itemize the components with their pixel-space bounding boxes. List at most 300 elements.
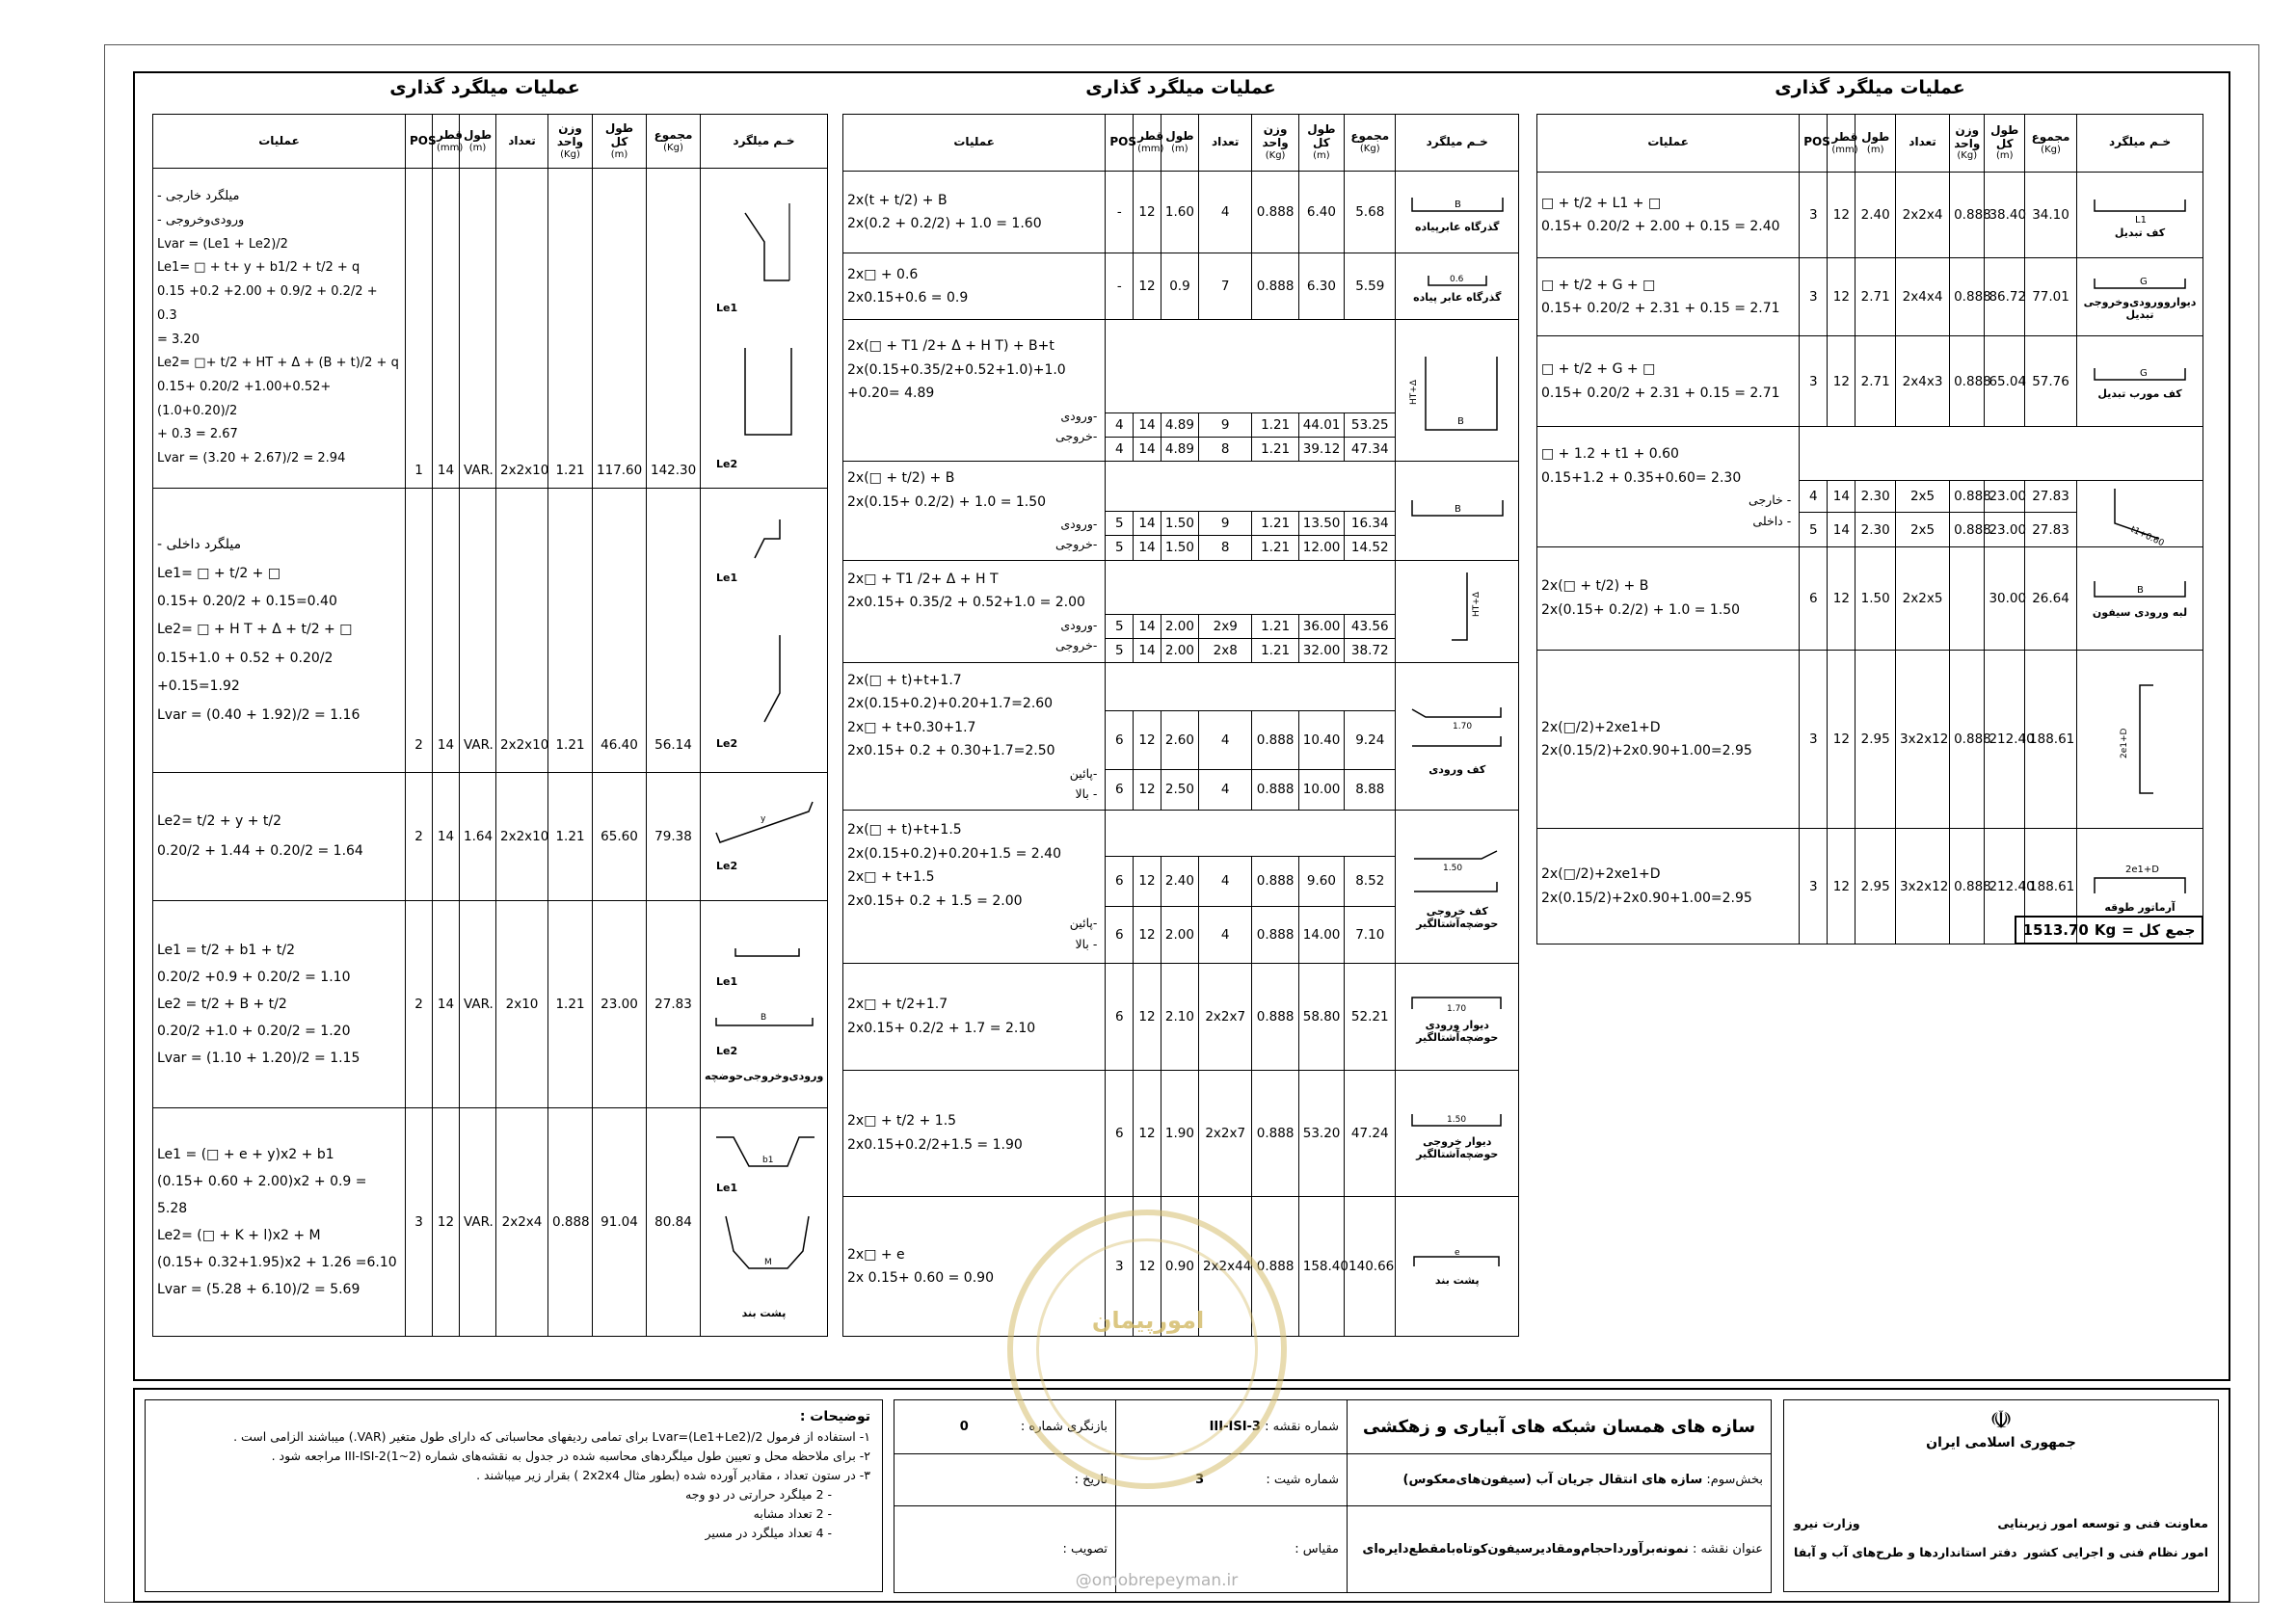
len-cell: 4.89	[1161, 437, 1198, 461]
organization-box	[1783, 1399, 2219, 1592]
table-row	[843, 461, 1519, 511]
rebar-shape-icon	[707, 788, 822, 885]
count-cell: 4	[1198, 711, 1252, 770]
rebar-shape-icon	[1404, 843, 1510, 905]
table-row	[843, 253, 1519, 320]
bend-shape	[2077, 480, 2203, 549]
note-line: - 2 تعداد مشابه	[753, 1506, 832, 1522]
total-cell: 8.88	[1345, 770, 1396, 810]
unit-weight-cell: 0.888	[1252, 171, 1298, 253]
sub-row-label: -پائین	[1069, 765, 1098, 781]
count-cell: 2x2x4	[1895, 172, 1949, 258]
svg-text:Le1: Le1	[715, 975, 737, 989]
rebar-shape-icon	[2087, 273, 2193, 296]
count-cell: 2x8	[1198, 639, 1252, 663]
rebar-shape-icon	[1404, 496, 1510, 525]
total-cell: 27.83	[2025, 480, 2077, 512]
total-cell: 27.83	[2025, 512, 2077, 546]
sub-row-label: - داخلی	[1752, 513, 1792, 528]
pos-cell: 6	[1106, 770, 1134, 810]
dia-cell: 14	[1134, 615, 1161, 639]
unit-weight-cell: 0.888	[1950, 829, 1985, 945]
count-cell: 9	[1198, 512, 1252, 536]
sheet-number-cell: شماره شیت : 3	[1116, 1454, 1348, 1506]
svg-text:G: G	[2140, 368, 2148, 380]
notes-heading: توضیحات :	[799, 1409, 870, 1424]
rebar-shape-icon	[1404, 337, 1510, 443]
note-line: ۲- برای ملاحظه محل و تعیین طول میلگردهای محاسبه شده در جدول به نقشه‌های شماره (III-ISI-2(1~2 مراجعه شود .	[271, 1449, 870, 1464]
bend-shape: b1 Le1 M پشت بند	[701, 1107, 828, 1336]
table-row	[153, 773, 828, 901]
total-cell: 53.25	[1345, 412, 1396, 437]
count-cell: 7	[1198, 253, 1252, 320]
total-cell: 27.83	[647, 900, 701, 1107]
unit-weight-cell: 1.21	[1252, 437, 1298, 461]
len-cell: 2.00	[1161, 906, 1198, 963]
total-cell: 56.14	[647, 488, 701, 772]
pos-cell: 3	[406, 1107, 433, 1336]
unit-weight-cell: 0.888	[1252, 906, 1298, 963]
total-cell: 38.72	[1345, 639, 1396, 663]
total-cell: 16.34	[1345, 512, 1396, 536]
unit-weight-cell: 0.888	[1950, 258, 1985, 336]
total-cell: 77.01	[2025, 258, 2077, 336]
ops-cell: Le1 = t/2 + b1 + t/2 0.20/2 +0.9 + 0.20/2 = 1.10 Le2 = t/2 + B + t/2 0.20/2 +1.0 + 0.20/2 = 1.20 Lvar = (1.10 + 1.20)/2 = 1.15	[153, 900, 406, 1107]
svg-text:M: M	[763, 1258, 772, 1268]
unit-weight-cell: 1.21	[1252, 639, 1298, 663]
ops-cell: 2x□ + t/2 + 1.5 2x0.15+0.2/2+1.5 = 1.90	[843, 1070, 1106, 1197]
office-name-2: دفتر استانداردها و طرح‌های آب و آبفا	[1794, 1545, 2017, 1559]
watermark-stamp-icon	[1007, 1210, 1287, 1489]
total-len-cell: 212.40	[1985, 829, 2025, 945]
len-cell: 2.30	[1855, 480, 1896, 512]
total-cell: 47.34	[1345, 437, 1396, 461]
header-total-len: طول کل (m)	[1298, 115, 1344, 172]
bend-shape	[701, 488, 828, 772]
header-bend: خـم میلگرد	[1396, 115, 1519, 172]
total-len-cell: 6.30	[1298, 253, 1344, 320]
ops-cell: 2x(□ + t)+t+1.7 2x(0.15+0.2)+0.20+1.7=2.60 2x□ + t+0.30+1.7 2x0.15+ 0.2 + 0.30+1.7=2.50 -پائین - بالا	[843, 663, 1106, 810]
ops-cell: - میلگرد خارجی - ورودی‌وخروجی Lvar = (Le1 + Le2)/2 Le1= □ + t+ y + b1/2 + t/2 + q 0.15 +0.2 +2.00 + 0.9/2 + 0.2/2 + 0.3 = 3.20 Le2= □+ t/2 + HT + Δ + (B + t)/2 + q 0.15+ 0.20/2 +1.00+0.52+(1.0+0.20)/2 + 0.3 = 2.67 Lvar = (3.20 + 2.67)/2 = 2.94	[153, 169, 406, 489]
ops-cell: 2x(□ + t/2) + B 2x(0.15+ 0.2/2) + 1.0 = 1.50 -ورودی -خروجی	[843, 461, 1106, 560]
dia-cell: 12	[1828, 336, 1855, 427]
ops-cell: 2x(□/2)+2xe1+D 2x(0.15/2)+2x0.90+1.00=2.95	[1537, 829, 1800, 945]
svg-text:Le1: Le1	[715, 301, 737, 314]
svg-text:1.50: 1.50	[1442, 863, 1462, 873]
table-row	[843, 963, 1519, 1070]
table-row	[1537, 547, 2203, 651]
ops-cell: Le2= t/2 + y + t/2 0.20/2 + 1.44 + 0.20/2 = 1.64	[153, 773, 406, 901]
unit-weight-cell: 1.21	[548, 773, 593, 901]
section-cell: بخش‌سوم: سازه های انتقال جریان آب (سیفون‌های‌معکوس)	[1348, 1454, 1772, 1506]
count-cell: 2x2x10	[496, 773, 548, 901]
svg-text:y: y	[760, 814, 765, 825]
svg-text:1.70: 1.70	[1452, 722, 1472, 732]
total-len-cell: 12.00	[1298, 536, 1344, 560]
dia-cell: 12	[1828, 172, 1855, 258]
svg-text:L1: L1	[2135, 214, 2147, 226]
len-cell: 1.50	[1855, 547, 1896, 651]
total-len-cell: 36.00	[1298, 615, 1344, 639]
table-row	[1537, 650, 2203, 829]
bend-shape: 0.6 گذرگاه عابر پیاده	[1396, 253, 1519, 320]
svg-text:t1+0.60: t1+0.60	[2128, 524, 2166, 549]
table-row	[843, 171, 1519, 253]
rebar-shape-icon	[2087, 859, 2193, 901]
svg-text:e: e	[1454, 1247, 1460, 1258]
unit-weight-cell: 0.888	[1950, 512, 1985, 546]
grand-total-unit: Kg	[2094, 921, 2117, 939]
dia-cell: 14	[433, 488, 460, 772]
unit-weight-cell: 0.888	[1950, 172, 1985, 258]
pos-cell: 2	[406, 773, 433, 901]
unit-weight-cell: 1.21	[548, 169, 593, 489]
header-bend: خـم میلگرد	[701, 115, 828, 169]
total-len-cell: 212.40	[1985, 650, 2025, 829]
count-cell: 3x2x12	[1895, 650, 1949, 829]
dia-cell: 14	[433, 169, 460, 489]
svg-text:Le2: Le2	[715, 1045, 737, 1058]
header-len: طول (m)	[460, 115, 496, 169]
approval-cell: تصویب :	[894, 1506, 1116, 1593]
table-row	[843, 663, 1519, 711]
section-name: سازه های انتقال جریان آب (سیفون‌های‌معکوس)	[1402, 1473, 1703, 1487]
revision-cell: بازنگری شماره : 0	[894, 1400, 1116, 1454]
count-cell: 2x2x7	[1198, 963, 1252, 1070]
dia-cell: 12	[1828, 829, 1855, 945]
svg-text:1.50: 1.50	[1446, 1114, 1466, 1125]
header-pos: POS	[1800, 115, 1828, 173]
revision-number: 0	[959, 1420, 969, 1434]
len-cell: 1.60	[1161, 171, 1198, 253]
header-pos: POS	[1106, 115, 1134, 172]
pos-cell: 2	[406, 900, 433, 1107]
count-cell: 2x2x10	[496, 488, 548, 772]
bend-shape	[1396, 461, 1519, 560]
len-cell: 2.71	[1855, 258, 1896, 336]
dia-cell: 14	[1134, 536, 1161, 560]
sub-row-label: -پائین	[1069, 916, 1098, 931]
total-cell: 188.61	[2025, 829, 2077, 945]
unit-weight-cell: 0.888	[548, 1107, 593, 1336]
grand-total-value: 1513.70	[2022, 921, 2089, 939]
total-len-cell: 23.00	[1985, 480, 2025, 512]
sub-row-label: -ورودی	[1060, 617, 1098, 632]
rebar-shape-icon	[2087, 362, 2193, 387]
header-len: طول (m)	[1161, 115, 1198, 172]
total-len-cell: 91.04	[593, 1107, 647, 1336]
len-cell: 2.30	[1855, 512, 1896, 546]
len-cell: 1.90	[1161, 1070, 1198, 1197]
total-len-cell: 9.60	[1298, 856, 1344, 906]
sub-row-label: -خروجی	[1055, 637, 1098, 652]
dia-cell: 12	[1134, 963, 1161, 1070]
pos-cell: 3	[1106, 1197, 1134, 1337]
header-total-len: طول کل (m)	[1985, 115, 2025, 173]
total-cell: 142.30	[647, 169, 701, 489]
total-len-cell: 23.00	[593, 900, 647, 1107]
pos-cell: 6	[1106, 711, 1134, 770]
bend-shape: G دیواروورودی‌وخروجی تبدیل	[2077, 258, 2203, 336]
header-count: تعداد	[1198, 115, 1252, 172]
dia-cell: 12	[1828, 650, 1855, 829]
project-title: سازه های همسان شبکه های آبیاری و زهکشی	[1348, 1400, 1772, 1454]
table-row	[153, 488, 828, 772]
total-len-cell: 65.60	[593, 773, 647, 901]
rebar-shape-icon	[2087, 577, 2193, 606]
total-cell: 26.64	[2025, 547, 2077, 651]
svg-text:2e1+D: 2e1+D	[2120, 728, 2130, 759]
rebar-shape-icon	[707, 500, 822, 760]
header-unit-weight: وزن واحد (Kg)	[1950, 115, 1985, 173]
ops-cell: 2x□ + 0.6 2x0.15+0.6 = 0.9	[843, 253, 1106, 320]
notes-box	[145, 1399, 883, 1592]
section-title-middle: عملیات میلگرد گذاری	[1085, 77, 1276, 98]
bend-shape: L1 کف تبدیل	[2077, 172, 2203, 258]
rebar-shape-icon	[2087, 192, 2193, 226]
pos-cell: 6	[1800, 547, 1828, 651]
dia-cell: 14	[1828, 480, 1855, 512]
svg-text:G: G	[2140, 277, 2148, 288]
note-line: - 4 تعداد میلگرد در مسیر	[705, 1526, 832, 1541]
pos-cell: 3	[1800, 650, 1828, 829]
dia-cell: 12	[1828, 258, 1855, 336]
table-row	[1537, 427, 2203, 480]
ops-cell: - میلگرد داخلی Le1= □ + t/2 + □ 0.15+ 0.20/2 + 0.15=0.40 Le2= □ + H T + Δ + t/2 + □ 0.15+1.0 + 0.52 + 0.20/2 +0.15=1.92 Lvar = (0.40 + 1.92)/2 = 1.16	[153, 488, 406, 772]
unit-weight-cell: 0.888	[1950, 650, 1985, 829]
drawing-number-cell: شماره نقشه : III-ISI-3	[1116, 1400, 1348, 1454]
rebar-table-middle	[842, 114, 1519, 1337]
total-len-cell: 10.40	[1298, 711, 1344, 770]
count-cell: 4	[1198, 856, 1252, 906]
unit-weight-cell: 0.888	[1252, 253, 1298, 320]
watermark-text: @omobrepeyman.ir	[1075, 1571, 1239, 1590]
unit-weight-cell: 1.21	[1252, 412, 1298, 437]
country-name: جمهوری اسلامی ایران	[1926, 1435, 2076, 1450]
bend-shape: 1.50 دیوار خروجی حوضچه‌آشتالگیر	[1396, 1070, 1519, 1197]
sub-row-label: - خارجی	[1749, 492, 1792, 508]
header-ops: عملیات	[1537, 115, 1800, 173]
dia-cell: 12	[1134, 171, 1161, 253]
dia-cell: 12	[1134, 906, 1161, 963]
bend-shape: 1.70 دیوار ورودی حوضچه‌آشتالگیر	[1396, 963, 1519, 1070]
scale-cell: مقیاس :	[1116, 1506, 1348, 1593]
svg-text:B: B	[1454, 199, 1461, 210]
total-len-cell: 65.04	[1985, 336, 2025, 427]
header-dia: قطر (mm)	[1134, 115, 1161, 172]
office-name-1: امور نظام فنی و اجرایی کشور	[2024, 1545, 2208, 1559]
unit-weight-cell: 0.888	[1252, 770, 1298, 810]
dia-cell: 12	[1134, 856, 1161, 906]
unit-weight-cell: 0.888	[1252, 856, 1298, 906]
svg-text:0.6: 0.6	[1449, 274, 1464, 284]
dia-cell: 14	[1828, 512, 1855, 546]
pos-cell: -	[1106, 253, 1134, 320]
len-cell: 0.90	[1161, 1197, 1198, 1337]
unit-weight-cell: 0.888	[1252, 1197, 1298, 1337]
total-cell: 9.24	[1345, 711, 1396, 770]
len-cell: 2.95	[1855, 829, 1896, 945]
total-cell: 80.84	[647, 1107, 701, 1336]
total-len-cell: 10.00	[1298, 770, 1344, 810]
pos-cell: 6	[1106, 1070, 1134, 1197]
unit-weight-cell: 0.888	[1950, 480, 1985, 512]
count-cell: 4	[1198, 770, 1252, 810]
ops-cell: □ + t/2 + G + □ 0.15+ 0.20/2 + 2.31 + 0.15 = 2.71	[1537, 336, 1800, 427]
dia-cell: 12	[433, 1107, 460, 1336]
total-cell: 57.76	[2025, 336, 2077, 427]
rebar-shape-icon	[1404, 192, 1510, 221]
table-row	[153, 900, 828, 1107]
count-cell: 2x2x4	[496, 1107, 548, 1336]
emblem-icon: ☫	[1989, 1406, 2013, 1435]
section-title-left: عملیات میلگرد گذاری	[389, 77, 580, 98]
ops-cell: 2x(□/2)+2xe1+D 2x(0.15/2)+2x0.90+1.00=2.95	[1537, 650, 1800, 829]
total-len-cell: 23.00	[1985, 512, 2025, 546]
rebar-shape-icon	[1404, 1247, 1510, 1274]
ops-cell: □ + 1.2 + t1 + 0.60 0.15+1.2 + 0.35+0.60= 2.30 - خارجی - داخلی	[1537, 427, 1800, 547]
unit-weight-cell: 1.21	[1252, 512, 1298, 536]
len-cell: 2.00	[1161, 639, 1198, 663]
date-cell: تاریخ :	[894, 1454, 1116, 1506]
rebar-shape-icon	[1404, 696, 1510, 763]
dia-cell: 12	[1134, 253, 1161, 320]
header-dia: قطر (mm)	[1828, 115, 1855, 173]
dia-cell: 14	[1134, 512, 1161, 536]
sub-row-label: - بالا	[1075, 936, 1098, 951]
note-line: - 2 میلگرد حرارتی در دو وجه	[685, 1487, 832, 1503]
dia-cell: 12	[1828, 547, 1855, 651]
bend-shape: 1.50 کف خروجی حوضچه‌آشتالگیر	[1396, 810, 1519, 963]
header-ops: عملیات	[843, 115, 1106, 172]
note-line: ۳- در ستون تعداد ، مقادیر آورده شده (بطور مثال 2x2x4 ) بقرار زیر میباشند .	[476, 1468, 870, 1483]
len-cell: 2.60	[1161, 711, 1198, 770]
dia-cell: 12	[1134, 770, 1161, 810]
rebar-shape-icon	[707, 1124, 822, 1307]
sub-row-label: -ورودی	[1060, 517, 1098, 531]
table-row	[843, 320, 1519, 412]
drawing-number: III-ISI-3	[1209, 1420, 1261, 1434]
table-row	[1537, 172, 2203, 258]
header-unit-weight: وزن واحد (Kg)	[548, 115, 593, 169]
pos-cell: 6	[1106, 906, 1134, 963]
ops-cell: 2x□ + t/2+1.7 2x0.15+ 0.2/2 + 1.7 = 2.10	[843, 963, 1106, 1070]
pos-cell: -	[1106, 171, 1134, 253]
rebar-shape-icon	[2111, 672, 2169, 807]
svg-text:Le2: Le2	[715, 860, 737, 873]
total-len-cell: 53.20	[1298, 1070, 1344, 1197]
svg-text:HT+Δ: HT+Δ	[1471, 592, 1482, 618]
total-cell: 47.24	[1345, 1070, 1396, 1197]
unit-weight-cell: 0.888	[1950, 336, 1985, 427]
pos-cell: 5	[1106, 512, 1134, 536]
pos-cell: 5	[1106, 639, 1134, 663]
pos-cell: 3	[1800, 258, 1828, 336]
header-dia: قطر (mm)	[433, 115, 460, 169]
note-line: ۱- استفاده از فرمول Lvar=(Le1+Le2)/2 برای تمامی ردیفهای محاسباتی که دارای طول متغیر (VAR.) میباشند الزامی است .	[233, 1429, 870, 1445]
unit-weight-cell	[1950, 547, 1985, 651]
section-title-right: عملیات میلگرد گذاری	[1775, 77, 1965, 98]
len-cell: 0.9	[1161, 253, 1198, 320]
unit-weight-cell: 1.21	[548, 900, 593, 1107]
total-len-cell: 158.40	[1298, 1197, 1344, 1337]
len-cell: VAR.	[460, 900, 496, 1107]
pos-cell: 6	[1106, 856, 1134, 906]
table-row	[153, 169, 828, 489]
unit-weight-cell: 0.888	[1252, 963, 1298, 1070]
pos-cell: 6	[1106, 963, 1134, 1070]
count-cell: 2x5	[1895, 480, 1949, 512]
pos-cell: 1	[406, 169, 433, 489]
dia-cell: 14	[433, 773, 460, 901]
dia-cell: 14	[433, 900, 460, 1107]
table-row	[843, 810, 1519, 856]
bend-shape	[701, 169, 828, 489]
pos-cell: 3	[1800, 829, 1828, 945]
svg-text:1.70: 1.70	[1446, 1003, 1466, 1014]
count-cell: 2x10	[496, 900, 548, 1107]
ops-cell: 2x(□ + T1 /2+ Δ + H T) + B+t 2x(0.15+0.35/2+0.52+1.0)+1.0 +0.20= 4.89 -ورودی -خروجی	[843, 320, 1106, 462]
svg-text:HT+Δ: HT+Δ	[1408, 380, 1419, 406]
total-len-cell: 86.72	[1985, 258, 2025, 336]
count-cell: 8	[1198, 437, 1252, 461]
ministry-name: وزارت نیرو	[1794, 1516, 1860, 1530]
svg-text:B: B	[1454, 503, 1461, 515]
unit-weight-cell: 0.888	[1252, 1070, 1298, 1197]
sub-row-label: - بالا	[1075, 785, 1098, 801]
ops-cell: □ + t/2 + L1 + □ 0.15+ 0.20/2 + 2.00 + 0.15 = 2.40	[1537, 172, 1800, 258]
pos-cell: 2	[406, 488, 433, 772]
pos-cell: 3	[1800, 172, 1828, 258]
svg-text:Le1: Le1	[715, 1182, 737, 1195]
count-cell: 3x2x12	[1895, 829, 1949, 945]
len-cell: 1.64	[460, 773, 496, 901]
rebar-shape-icon	[2101, 485, 2178, 549]
total-len-cell: 30.00	[1985, 547, 2025, 651]
count-cell: 2x4x4	[1895, 258, 1949, 336]
ops-cell: □ + t/2 + G + □ 0.15+ 0.20/2 + 2.31 + 0.15 = 2.71	[1537, 258, 1800, 336]
total-cell: 8.52	[1345, 856, 1396, 906]
len-cell: 4.89	[1161, 412, 1198, 437]
len-cell: 2.00	[1161, 615, 1198, 639]
total-cell: 140.66	[1345, 1197, 1396, 1337]
len-cell: 2.50	[1161, 770, 1198, 810]
svg-text:Le2: Le2	[715, 737, 737, 751]
header-count: تعداد	[1895, 115, 1949, 173]
table-row	[1537, 336, 2203, 427]
total-cell: 7.10	[1345, 906, 1396, 963]
pos-cell: 5	[1800, 512, 1828, 546]
dia-cell: 14	[1134, 437, 1161, 461]
sub-row-label: -خروجی	[1055, 428, 1098, 443]
header-total: مجموع (Kg)	[1345, 115, 1396, 172]
total-cell: 43.56	[1345, 615, 1396, 639]
total-cell: 188.61	[2025, 650, 2077, 829]
grand-total-label: جمع کل =	[2122, 921, 2196, 939]
pos-cell: 4	[1800, 480, 1828, 512]
header-ops: عملیات	[153, 115, 406, 169]
total-cell: 14.52	[1345, 536, 1396, 560]
total-cell: 5.68	[1345, 171, 1396, 253]
count-cell: 4	[1198, 906, 1252, 963]
bend-shape	[1396, 320, 1519, 462]
header-len: طول (m)	[1855, 115, 1896, 173]
pos-cell: 4	[1106, 412, 1134, 437]
ops-cell: 2x(□ + t/2) + B 2x(0.15+ 0.2/2) + 1.0 = 1.50	[1537, 547, 1800, 651]
count-cell: 4	[1198, 171, 1252, 253]
total-len-cell: 44.01	[1298, 412, 1344, 437]
total-len-cell: 14.00	[1298, 906, 1344, 963]
